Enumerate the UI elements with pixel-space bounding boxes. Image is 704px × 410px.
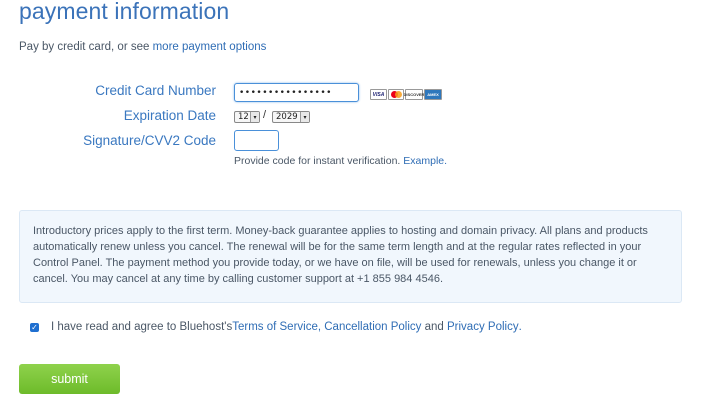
chevron-down-icon: ▾ (250, 112, 259, 122)
expiration-month-value: 12 (238, 112, 249, 122)
credit-card-input[interactable]: •••••••••••••••• (234, 83, 359, 102)
credit-card-label: Credit Card Number (95, 83, 216, 98)
subtitle-prefix: Pay by credit card, or see (19, 41, 153, 53)
terms-agreement (30, 321, 522, 333)
cvv-hint (234, 155, 447, 167)
agree-sep-2: and (421, 321, 447, 333)
card-logos (370, 89, 442, 100)
expiration-year-value: 2029 (276, 112, 298, 122)
terms-of-service-link[interactable]: Terms of Service (232, 321, 318, 333)
expiration-year-select[interactable] (272, 111, 310, 123)
cvv-example-link[interactable]: Example. (403, 155, 448, 167)
cancellation-policy-link[interactable]: Cancellation Policy (324, 321, 422, 333)
renewal-notice: Introductory prices apply to the first term. Money-back guarantee applies to hosting and domain privacy. All plans and products automatically renew unless you cancel. The renewal will be for the same term length and at the regular rates reflected in your Control Panel. The payment method you provide today, or we have on file, will be used for renewals, unless you change it or cancel. You may cancel at any time by calling customer support at +1 855 984 4546. (19, 210, 682, 303)
mastercard-logo (388, 89, 404, 100)
agree-suffix: . (518, 321, 522, 333)
agree-sep-1: , (317, 321, 325, 333)
privacy-policy-link[interactable]: Privacy Policy (447, 321, 519, 333)
cvv-label: Signature/CVV2 Code (83, 133, 216, 148)
agree-text: I have read and agree to Bluehost's (51, 321, 233, 333)
chevron-down-icon: ▾ (300, 112, 309, 122)
cvv-hint-text: Provide code for instant verification. (234, 155, 404, 167)
expiration-month-select[interactable] (234, 111, 260, 123)
agree-checkbox[interactable]: ✓ (31, 322, 38, 332)
submit-button[interactable]: submit (19, 364, 120, 394)
date-separator: / (263, 109, 267, 121)
expiration-date-label: Expiration Date (123, 108, 216, 123)
visa-logo: VISA (370, 89, 387, 100)
cvv-input[interactable] (234, 130, 279, 151)
amex-logo: AMEX (424, 89, 442, 100)
payment-options-subtitle (19, 41, 266, 53)
discover-logo: DISCOVER (405, 89, 423, 100)
more-payment-options-link[interactable]: more payment options (152, 41, 267, 53)
page-title: payment information (19, 0, 230, 24)
